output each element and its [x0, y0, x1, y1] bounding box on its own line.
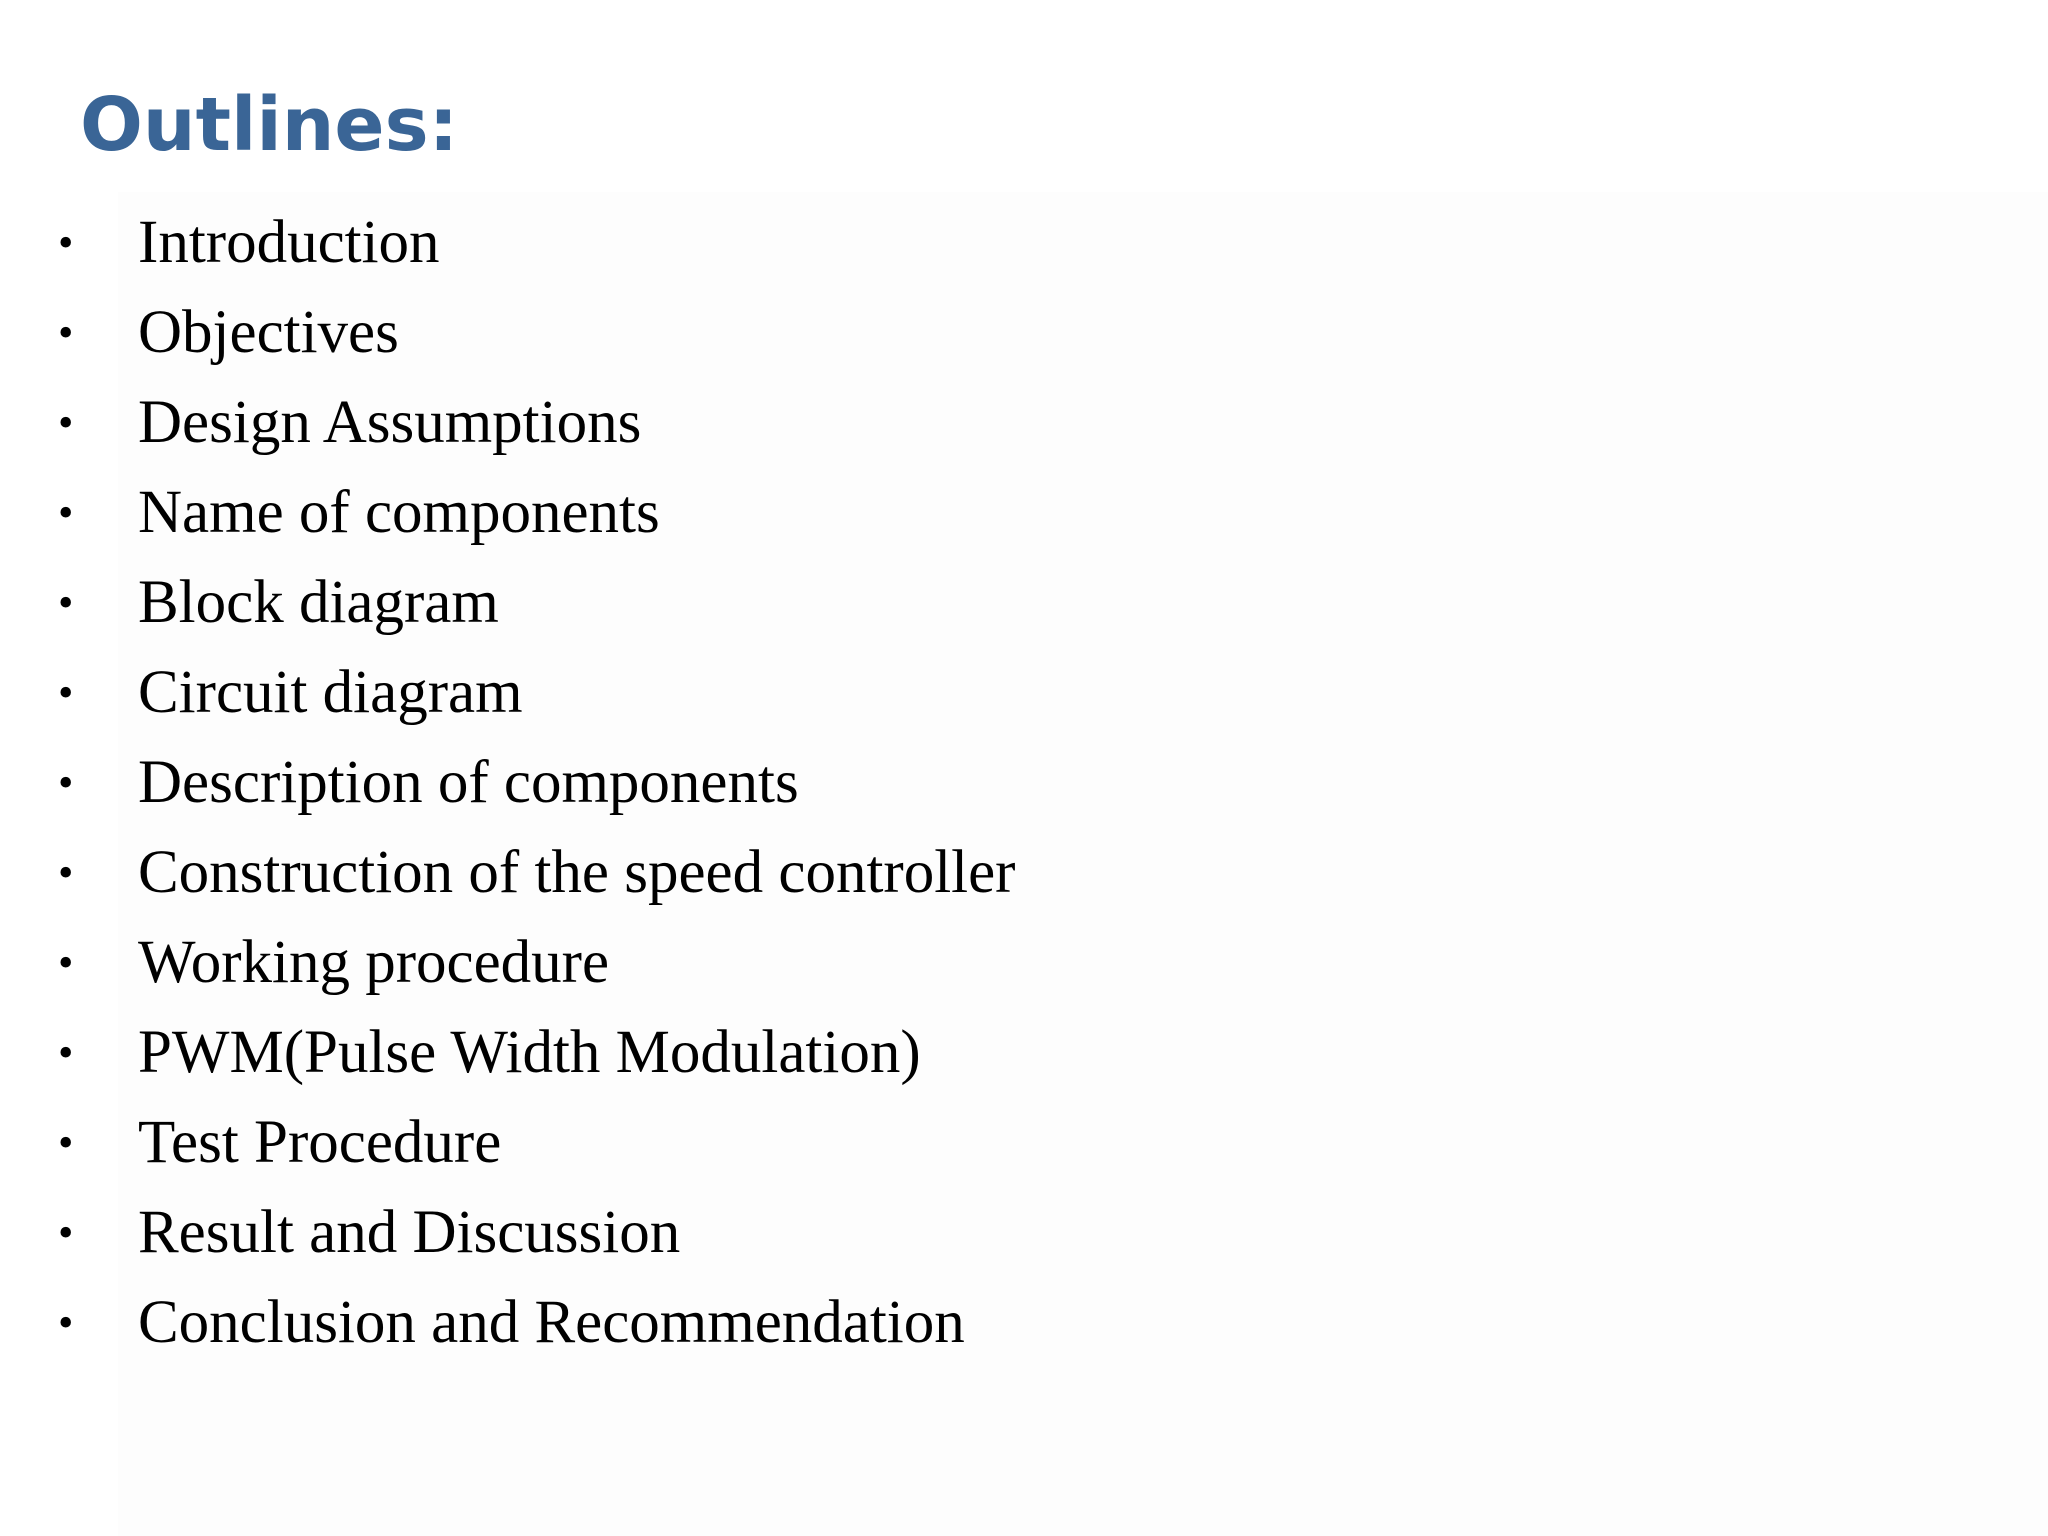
outline-item-label: Working procedure — [138, 929, 610, 996]
bullet-icon: • — [58, 758, 74, 807]
outline-item-label: Result and Discussion — [138, 1199, 681, 1266]
bullet-icon: • — [58, 1028, 74, 1077]
outline-item-label: Introduction — [138, 209, 440, 276]
outline-item-label: Objectives — [138, 299, 399, 366]
bullet-icon: • — [58, 938, 74, 987]
slide-title: Outlines: — [80, 82, 459, 168]
bullet-icon: • — [58, 578, 74, 627]
outline-item-label: Description of components — [138, 749, 799, 816]
outline-item-label: Test Procedure — [138, 1109, 502, 1176]
bullet-icon: • — [58, 668, 74, 717]
bullet-icon: • — [58, 308, 74, 357]
bullet-icon: • — [58, 848, 74, 897]
bullet-icon: • — [58, 398, 74, 447]
outline-item-label: Block diagram — [138, 569, 499, 636]
outline-item-label: Circuit diagram — [138, 659, 523, 726]
bullet-icon: • — [58, 218, 74, 267]
bullet-icon: • — [58, 488, 74, 537]
bullet-icon: • — [58, 1118, 74, 1167]
outline-item-label: Design Assumptions — [138, 389, 642, 456]
bullet-icon: • — [58, 1298, 74, 1347]
outline-item-label: Name of components — [138, 479, 660, 546]
bullet-icon: • — [58, 1208, 74, 1257]
outline-item-label: Conclusion and Recommendation — [138, 1289, 965, 1356]
outline-item-label: Construction of the speed controller — [138, 839, 1016, 906]
outline-item-label: PWM(Pulse Width Modulation) — [138, 1019, 921, 1086]
